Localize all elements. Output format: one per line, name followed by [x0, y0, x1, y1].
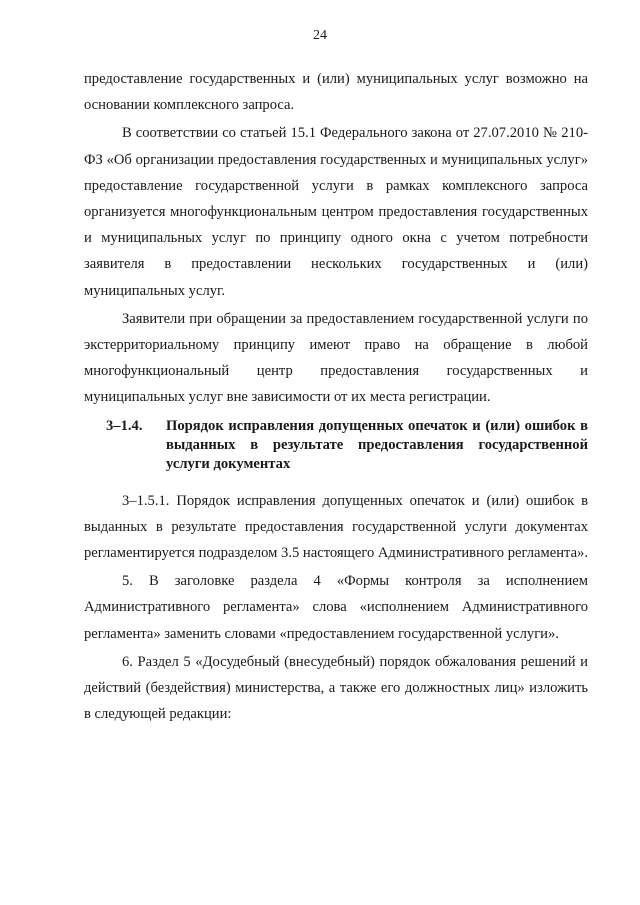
- section-heading-text: Порядок исправления допущенных опечаток и (или) ошибок в выданных в результате предоставления государственной услуги документах: [166, 417, 588, 472]
- paragraph-continuation: предоставление государственных и (или) муниципальных услуг возможно на основании комплексного запроса.: [84, 71, 588, 114]
- paragraph-article-15-1: В соответствии со статьей 15.1 Федерального закона от 27.07.2010 № 210-ФЗ «Об организации предоставления государственных и муниципальных услуг» предоставление государственной услуги в рамках комплексного запроса организуется многофункциональным центром предоставления государственных и муниципальных услуг по принципу одного окна с учетом потребности заявителя в предоставлении нескольких государственных и (или) муниципальных услуг.: [84, 125, 588, 299]
- document-body: [84, 66, 588, 727]
- section-heading: [84, 417, 588, 474]
- paragraph-extraterritorial: Заявители при обращении за предоставлением государственной услуги по экстерриториальному принципу имеют право на обращение в любой многофункциональный центр предоставления государственных и муниципальных услуг вне зависимости от их места регистрации.: [84, 310, 588, 406]
- page-number: 24: [313, 28, 327, 43]
- paragraph-item-6: 6. Раздел 5 «Досудебный (внесудебный) порядок обжалования решений и действий (бездействия) министерства, а также его должностных лиц» изложить в следующей редакции:: [84, 653, 588, 723]
- section-heading-number: 3–1.4.: [106, 417, 143, 434]
- paragraph-3-1-5-1: 3–1.5.1. Порядок исправления допущенных опечаток и (или) ошибок в выданных в результате предоставления государственной услуги документах регламентируется подразделом 3.5 настоящего Административного регламента».: [84, 492, 588, 562]
- paragraph-item-5: 5. В заголовке раздела 4 «Формы контроля за исполнением Административного регламента» слова «исполнением Административного регламента» заменить словами «предоставлением государственной услуги».: [84, 573, 588, 642]
